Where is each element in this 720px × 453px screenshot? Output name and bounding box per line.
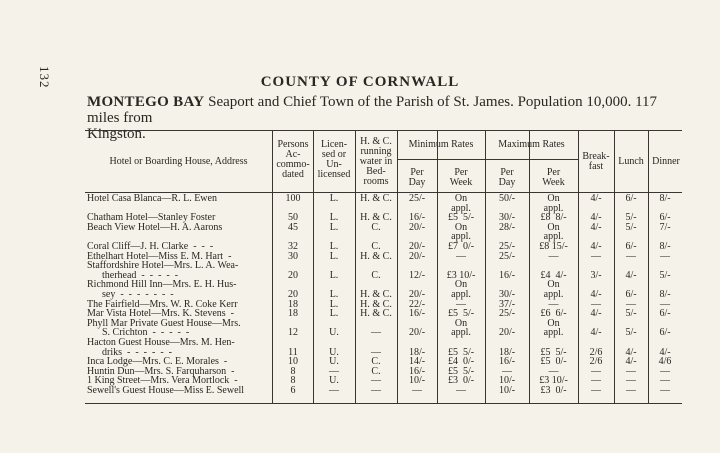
cell-max-week: £5 5/- (540, 346, 567, 358)
cell-min-day: 20/- (408, 221, 426, 233)
cell-max-day: 25/- (498, 241, 516, 252)
cell-hc: C. (371, 269, 381, 281)
cell-dinner: 6/- (659, 308, 671, 320)
cell-min-week: £7 0/- (447, 241, 475, 252)
cell-name: Mar Vista Hotel—Mrs. K. Stevens - (87, 308, 234, 320)
cell-max-day: 10/- (498, 375, 516, 387)
cell-lunch: 5/- (625, 212, 637, 224)
cell-persons: 50 (288, 212, 298, 224)
cell-lunch: — (626, 385, 636, 396)
cell-max-week: appl. (543, 327, 564, 339)
cell-max-week: — (548, 298, 559, 310)
cell-lunch: — (626, 375, 636, 387)
cell-persons: 10 (288, 356, 298, 368)
cell-max-day: 25/- (498, 308, 516, 320)
cell-persons: 6 (290, 385, 296, 396)
cell-max-week: £4 4/- (540, 269, 567, 281)
cell-max-week: On (547, 193, 560, 204)
header-max-per-day (485, 168, 529, 188)
header-hc-line: Bed- (366, 166, 386, 177)
cell-min-week: £3 10/- (446, 269, 476, 281)
cell-persons: 8 (290, 375, 296, 387)
cell-licensed: — (329, 365, 339, 377)
cell-persons: 45 (288, 221, 298, 233)
cell-min-week: On (454, 317, 468, 329)
cell-lunch: — (626, 250, 636, 262)
cell-licensed: L. (329, 241, 339, 252)
cell-min-day: 22/- (408, 298, 426, 310)
cell-max-day: 25/- (498, 250, 516, 262)
cell-max-day: — (502, 365, 512, 377)
cell-breakfast: 4/- (590, 193, 602, 204)
cell-breakfast: — (591, 298, 601, 310)
cell-licensed: L. (329, 221, 339, 233)
cell-hc: — (371, 346, 381, 358)
cell-min-day: 16/- (408, 308, 426, 320)
header-licensed-line: Un- (326, 159, 342, 170)
header-min-per-week-line: Week (449, 177, 473, 188)
cell-name: driks - - - - - - (87, 346, 172, 358)
cell-max-week: £8 8/- (540, 212, 567, 224)
header-persons (272, 140, 314, 180)
cell-max-week: — (548, 250, 559, 262)
header-persons-line: dated (282, 169, 304, 180)
header-breakfast (578, 152, 614, 172)
cell-max-day: 30/- (498, 212, 516, 224)
cell-hc: — (371, 375, 381, 387)
cell-name: Inca Lodge—Mrs. C. E. Morales - (87, 356, 228, 368)
cell-persons: 32 (288, 241, 298, 252)
cell-breakfast: 4/- (590, 241, 602, 252)
table-bottom-rule (85, 403, 682, 404)
cell-name: Chatham Hotel—Stanley Foster (87, 212, 216, 224)
cell-max-week: appl. (543, 231, 564, 243)
cell-max-day: 28/- (498, 221, 516, 233)
header-min-per-week (437, 168, 485, 188)
cell-dinner: 6/- (659, 327, 671, 339)
cell-min-week: appl. (451, 327, 471, 339)
cell-hc: — (371, 327, 381, 339)
header-breakfast-line: fast (588, 161, 604, 172)
cell-min-week: £5 5/- (447, 308, 475, 320)
intro-paragraph (87, 94, 692, 142)
cell-min-day: 16/- (408, 212, 426, 224)
cell-licensed: L. (329, 250, 339, 262)
cell-dinner: 8/- (659, 193, 671, 204)
cell-breakfast: 3/- (590, 269, 602, 281)
cell-breakfast: 4/- (590, 327, 602, 339)
cell-lunch: 5/- (625, 308, 637, 320)
cell-hc: H. & C. (360, 212, 392, 224)
table-top-rule (85, 130, 682, 131)
cell-dinner: 8/- (659, 241, 671, 252)
cell-lunch: 4/- (625, 269, 637, 281)
cell-name: Beach View Hotel—H. A. Aarons (87, 221, 223, 233)
cell-max-week: £6 6/- (540, 308, 567, 320)
cell-name: Staffordshire Hotel—Mrs. L. A. Wea- (87, 260, 239, 272)
cell-name: S. Crichton - - - - - (87, 327, 190, 339)
cell-dinner: 5/- (659, 269, 671, 281)
header-breakfast-line: Break- (582, 151, 610, 162)
cell-min-week: — (456, 298, 466, 310)
cell-min-week: On (454, 193, 468, 204)
cell-name: 1 King Street—Mrs. Vera Mortlock - (87, 375, 238, 387)
cell-lunch: 5/- (625, 327, 637, 339)
cell-max-day: 37/- (498, 298, 516, 310)
header-persons-line: Persons (277, 139, 309, 150)
cell-persons: 8 (290, 365, 296, 377)
header-min-per-week-line: Per (454, 167, 468, 178)
header-licensed-line: Licen- (320, 139, 348, 150)
page-number: 132 (37, 66, 52, 89)
cell-persons: 100 (285, 193, 301, 204)
intro-text-line2: Kingston. (87, 126, 146, 142)
header-hc (355, 137, 397, 187)
cell-persons: 20 (288, 289, 298, 300)
cell-hc: C. (371, 365, 381, 377)
cell-name: therhead - - - - - (87, 269, 179, 281)
cell-max-day: 10/- (498, 385, 516, 396)
cell-min-day: 20/- (408, 250, 426, 262)
header-hc-line: water in (359, 156, 393, 167)
cell-max-day: 30/- (498, 289, 516, 300)
cell-name: Huntin Dun—Mrs. S. Farquharson - (87, 365, 235, 377)
cell-name: The Fairfield—Mrs. W. R. Coke Kerr (87, 298, 238, 310)
cell-max-week: On (547, 221, 560, 233)
cell-persons: 12 (288, 327, 298, 339)
rates-header-rule (397, 159, 578, 160)
cell-min-day: 20/- (408, 241, 426, 252)
cell-min-week: £5 5/- (447, 346, 475, 358)
cell-min-week: — (456, 385, 466, 396)
cell-min-week: — (456, 250, 466, 262)
cell-licensed: L. (329, 269, 339, 281)
cell-lunch: 5/- (625, 221, 637, 233)
cell-min-day: 18/- (408, 346, 426, 358)
cell-dinner: — (660, 385, 670, 396)
cell-dinner: — (660, 375, 670, 387)
cell-name: Sewell's Guest House—Miss E. Sewell (87, 385, 245, 396)
cell-dinner: — (660, 298, 670, 310)
cell-max-week: £3 0/- (540, 385, 567, 396)
intro-text: Seaport and Chief Town of the Parish of St. James. Population 10,000. 117 miles from (87, 94, 658, 126)
cell-name: Hacton Guest House—Mrs. M. Hen- (87, 337, 235, 348)
header-persons-line: commo- (276, 159, 310, 170)
header-name: Hotel or Boarding House, Address (109, 156, 248, 167)
cell-min-day: 10/- (408, 375, 426, 387)
cell-lunch: 6/- (625, 289, 637, 300)
header-licensed (313, 140, 355, 180)
cell-dinner: 8/- (659, 289, 671, 300)
cell-hc: H. & C. (360, 308, 392, 320)
cell-licensed: U. (329, 375, 339, 387)
cell-persons: 20 (288, 269, 298, 281)
cell-dinner: — (660, 365, 670, 377)
cell-min-week: On (454, 221, 468, 233)
cell-min-day: 20/- (408, 327, 426, 339)
header-licensed-line: sed or (321, 149, 347, 160)
cell-breakfast: 4/- (590, 289, 602, 300)
cell-hc: H. & C. (360, 298, 392, 310)
cell-dinner: — (660, 250, 670, 262)
cell-lunch: 6/- (625, 241, 637, 252)
cell-licensed: L. (329, 289, 339, 300)
cell-breakfast: 2/6 (589, 346, 603, 358)
cell-name: Coral Cliff—J. H. Clarke - - - (87, 241, 214, 252)
cell-licensed: — (329, 385, 339, 396)
header-max-rates: Maximum Rates (498, 139, 565, 150)
cell-min-day: 25/- (408, 193, 426, 204)
cell-min-week: appl. (451, 231, 471, 243)
cell-max-week: £3 10/- (539, 375, 568, 387)
cell-persons: 30 (288, 250, 298, 262)
cell-min-day: — (412, 385, 422, 396)
cell-breakfast: — (591, 385, 601, 396)
cell-max-day: 20/- (498, 327, 516, 339)
header-lunch: Lunch (618, 156, 644, 167)
cell-min-week: £3 0/- (447, 375, 475, 387)
header-max-per-week-line: Week (542, 177, 565, 188)
cell-dinner: 4/- (659, 346, 671, 358)
header-hc-line: rooms (363, 176, 389, 187)
cell-lunch: — (626, 298, 636, 310)
cell-min-week: £4 0/- (447, 356, 475, 368)
header-dinner: Dinner (652, 156, 680, 167)
header-hc-line: H. & C. (360, 136, 392, 147)
cell-breakfast: — (591, 375, 601, 387)
header-persons-line: Ac- (285, 149, 301, 160)
cell-max-week: On (547, 279, 560, 291)
cell-max-day: 16/- (498, 269, 516, 281)
cell-persons: 11 (288, 346, 298, 358)
cell-hc: H. & C. (360, 250, 392, 262)
cell-hc: C. (371, 221, 381, 233)
cell-min-week: appl. (451, 289, 471, 300)
cell-max-day: 18/- (498, 346, 516, 358)
cell-lunch: 6/- (625, 193, 637, 204)
cell-dinner: 4/6 (658, 356, 672, 368)
cell-dinner: 6/- (659, 212, 671, 224)
cell-name: Richmond Hill Inn—Mrs. E. H. Hus- (87, 279, 237, 291)
cell-lunch: — (626, 365, 636, 377)
cell-breakfast: 4/- (590, 308, 602, 320)
header-hc-line: running (360, 146, 392, 157)
cell-max-week: appl. (543, 202, 564, 214)
header-max-per-week (529, 168, 578, 188)
cell-licensed: U. (329, 327, 339, 339)
cell-min-week: £5 5/- (447, 365, 475, 377)
header-min-per-day-line: Per (410, 167, 424, 178)
cell-name: Phyll Mar Private Guest House—Mrs. (87, 317, 241, 329)
cell-lunch: 4/- (625, 346, 637, 358)
cell-max-day: 50/- (498, 193, 516, 204)
cell-min-day: 12/- (408, 269, 426, 281)
cell-breakfast: — (591, 250, 601, 262)
cell-min-day: 20/- (408, 289, 426, 300)
cell-name: sey - - - - - - - (87, 289, 174, 300)
header-licensed-line: licensed (317, 169, 351, 180)
cell-licensed: U. (329, 346, 339, 358)
cell-breakfast: — (591, 365, 601, 377)
cell-min-week: appl. (451, 202, 471, 214)
cell-dinner: 7/- (659, 221, 671, 233)
cell-hc: H. & C. (360, 289, 392, 300)
cell-breakfast: 4/- (590, 221, 602, 233)
cell-max-week: — (548, 365, 559, 377)
cell-min-week: £5 5/- (447, 212, 475, 224)
cell-max-day: 16/- (498, 356, 516, 368)
cell-hc: C. (371, 241, 381, 252)
cell-name: Ethelhart Hotel—Miss E. M. Hart - (87, 250, 232, 262)
cell-hc: — (371, 385, 381, 396)
cell-max-week: £5 0/- (540, 356, 567, 368)
cell-max-week: £8 15/- (539, 241, 568, 252)
cell-min-day: 16/- (408, 365, 426, 377)
cell-licensed: L. (329, 298, 339, 310)
cell-name: Hotel Casa Blanca—R. L. Ewen (87, 193, 217, 204)
header-min-rates: Minimum Rates (408, 139, 474, 150)
cell-hc: H. & C. (360, 193, 392, 204)
cell-max-week: appl. (543, 289, 564, 300)
cell-min-week: On (454, 279, 468, 291)
cell-breakfast: 4/- (590, 212, 602, 224)
county-title: COUNTY OF CORNWALL (260, 74, 460, 90)
cell-licensed: U. (329, 356, 339, 368)
cell-breakfast: 2/6 (589, 356, 603, 368)
cell-persons: 18 (288, 298, 298, 310)
cell-licensed: L. (329, 308, 339, 320)
header-min-per-day (397, 168, 437, 188)
cell-licensed: L. (329, 193, 339, 204)
header-max-per-day-line: Per (500, 167, 514, 178)
header-max-per-week-line: Per (546, 167, 561, 178)
cell-licensed: L. (329, 212, 339, 224)
cell-hc: C. (371, 356, 381, 368)
cell-persons: 18 (288, 308, 298, 320)
header-max-per-day-line: Day (498, 177, 516, 188)
place-name: MONTEGO BAY (87, 94, 205, 110)
cell-lunch: 4/- (625, 356, 637, 368)
header-min-per-day-line: Day (408, 177, 426, 188)
cell-max-week: On (547, 317, 560, 329)
cell-min-day: 14/- (408, 356, 426, 368)
